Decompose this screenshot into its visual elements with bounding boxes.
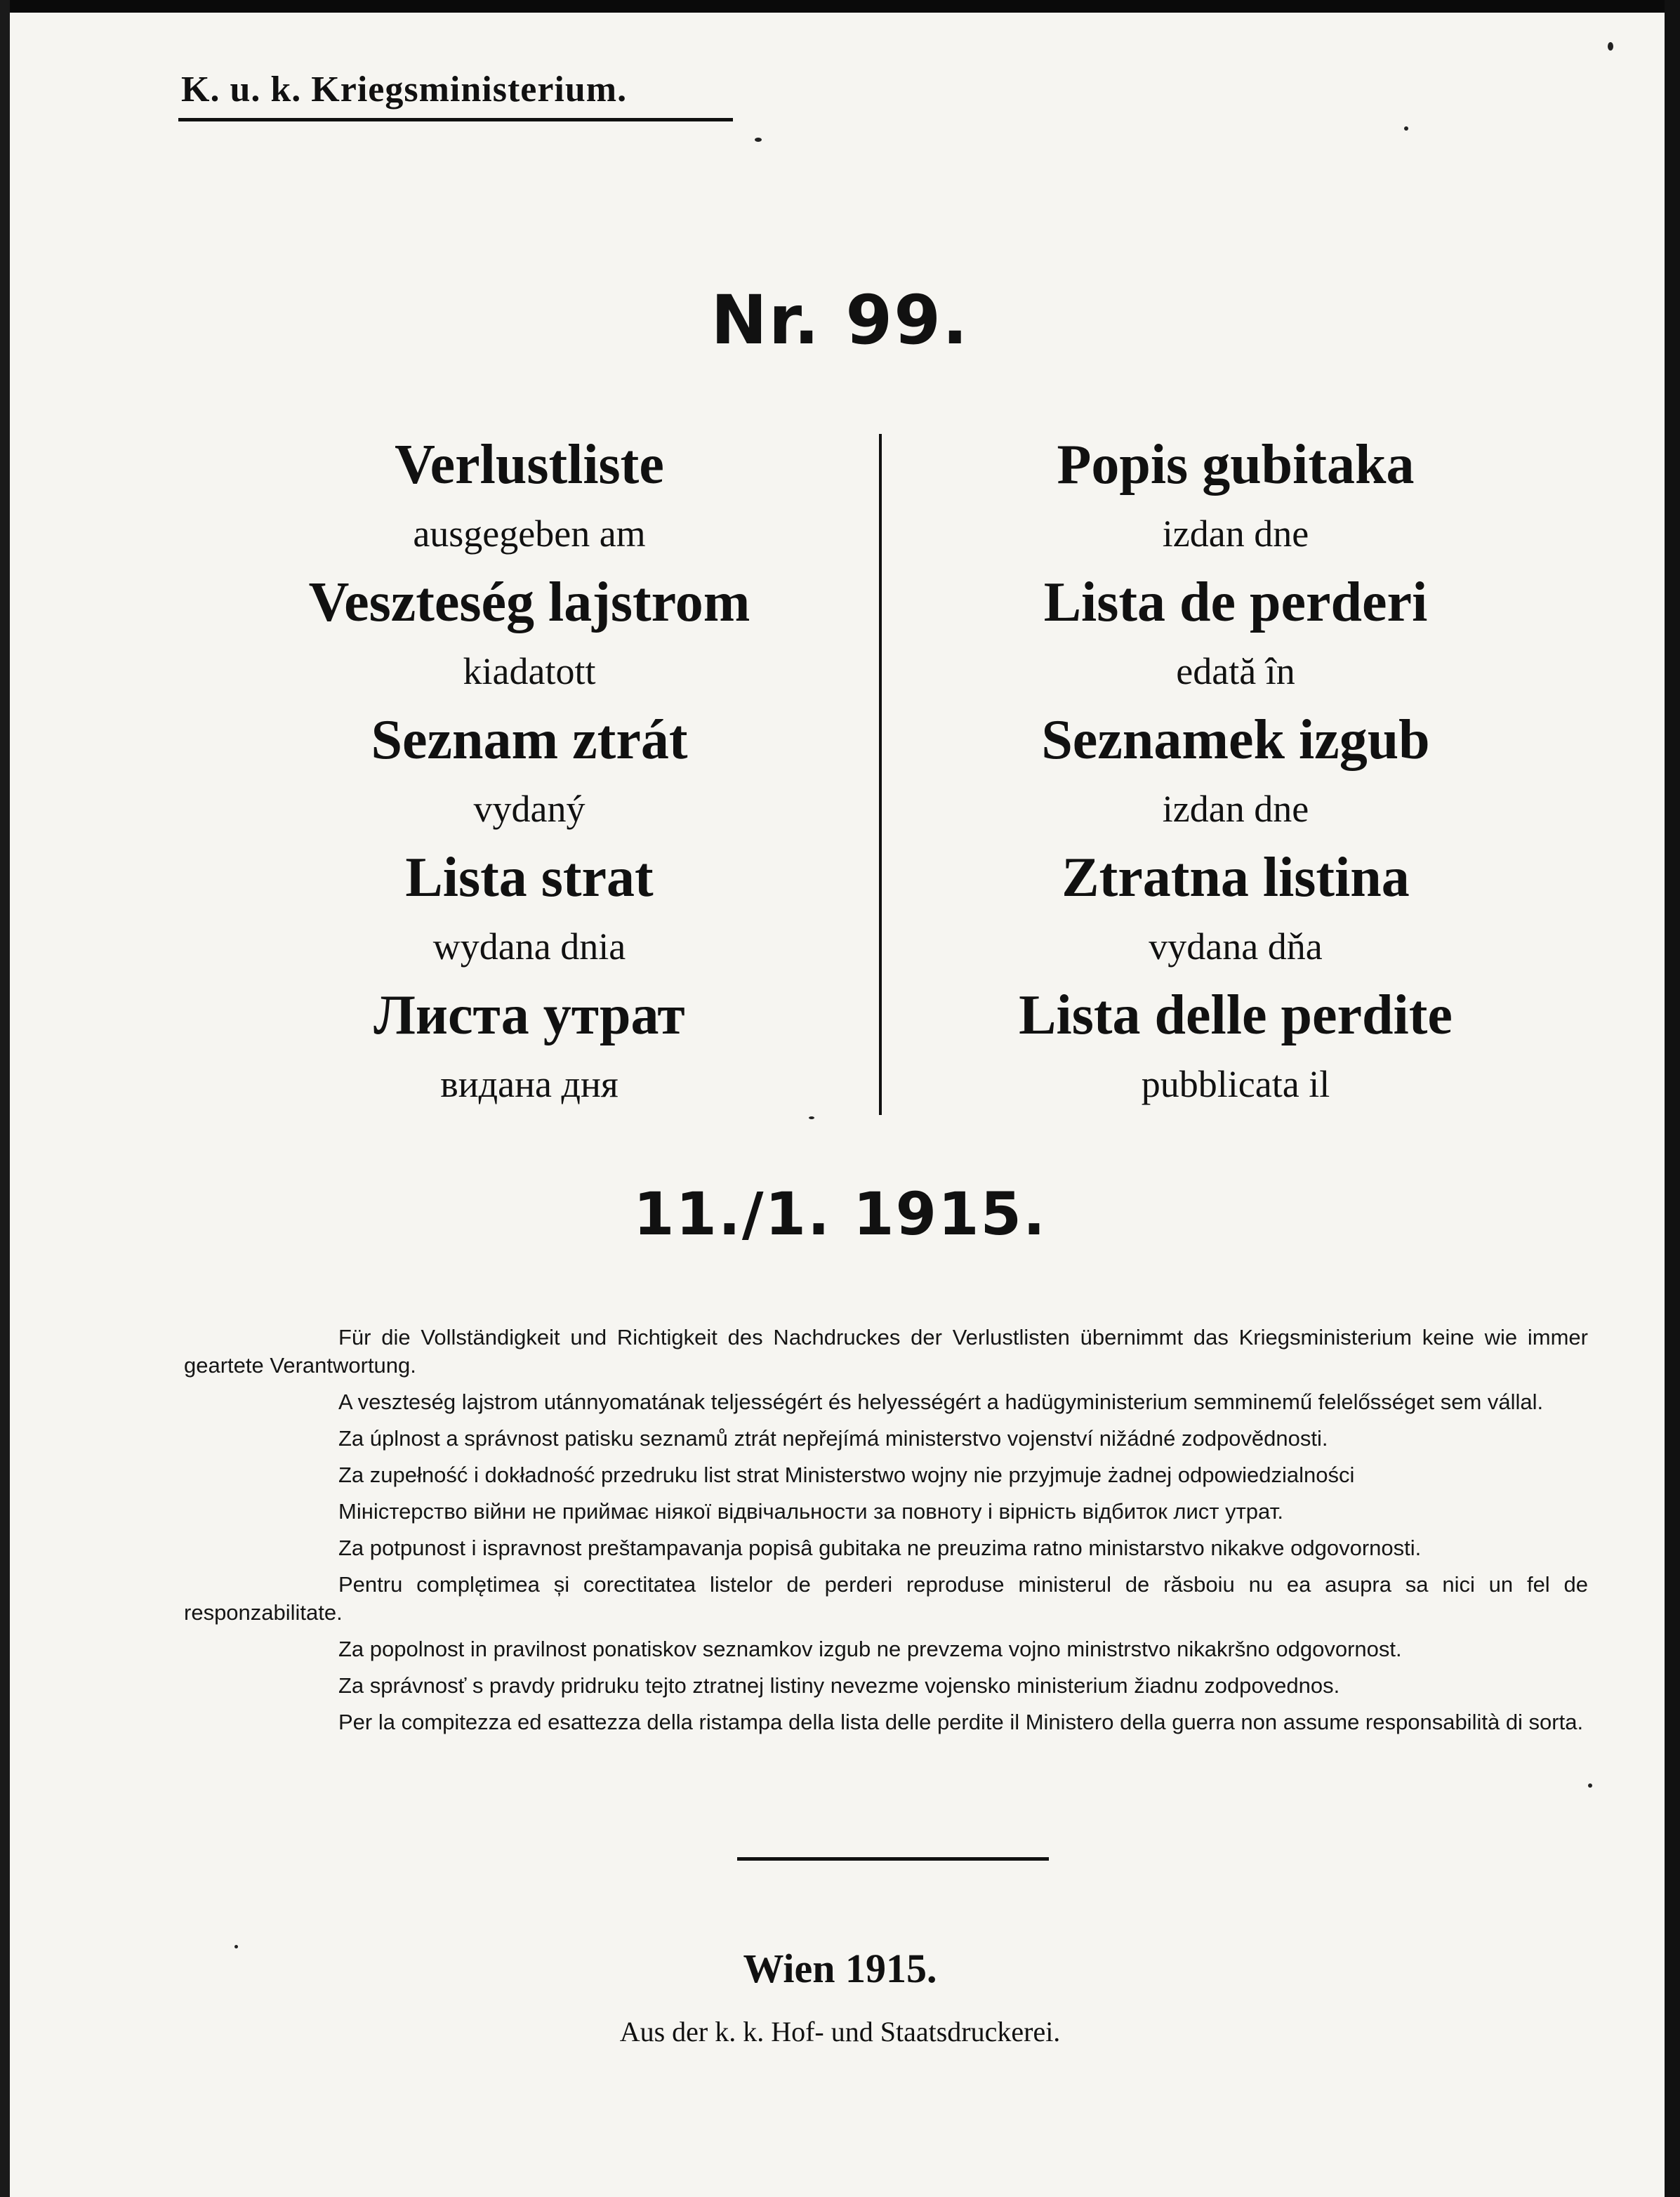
disclaimer-german: Für die Vollständigkeit und Richtigkeit des Nachdruckes der Verlustlisten übernimmt das Kriegsministerium keine wie immer geartete Verantwortung. bbox=[184, 1325, 1588, 1378]
ink-speck bbox=[1404, 126, 1408, 131]
right-language-column bbox=[885, 428, 1587, 1116]
ink-speck bbox=[755, 138, 762, 142]
disclaimer-czech: Za úplnost a správnost patisku seznamů ztrát nepřejímá ministerstvo vojenství nižádné zodpovědnosti. bbox=[338, 1426, 1328, 1451]
list-number: Nr. 99. bbox=[710, 281, 970, 359]
scan-top-edge bbox=[0, 0, 1680, 13]
disclaimer-block bbox=[184, 1324, 1588, 1745]
language-subtitle: ausgegeben am bbox=[413, 513, 646, 555]
imprint-printer: Aus der k. k. Hof- und Staatsdruckerei. bbox=[619, 2016, 1061, 2047]
ink-speck bbox=[1588, 1783, 1592, 1788]
language-subtitle: vydana dňa bbox=[1149, 925, 1323, 968]
language-title: Листа утрат bbox=[373, 984, 685, 1046]
imprint-place: Wien 1915. bbox=[743, 1946, 937, 1991]
language-title: Ztratna listina bbox=[1061, 847, 1410, 909]
language-title: Seznam ztrát bbox=[371, 709, 688, 771]
language-title: Popis gubitaka bbox=[1057, 434, 1415, 496]
language-title: Verlustliste bbox=[395, 434, 664, 496]
column-divider bbox=[879, 434, 882, 1115]
language-subtitle: kiadatott bbox=[463, 650, 596, 692]
disclaimer-croatian: Za potpunost i ispravnost preštampavanja popisâ gubitaka ne preuzima ratno ministarstvo nikakve odgovornosti. bbox=[338, 1536, 1422, 1560]
disclaimer-italian: Per la compitezza ed esattezza della ristampa della lista delle perdite il Ministero della guerra non assume responsabilità di sorta. bbox=[338, 1710, 1584, 1734]
section-divider bbox=[737, 1857, 1049, 1861]
language-subtitle: видана дня bbox=[440, 1063, 619, 1105]
language-subtitle: izdan dne bbox=[1162, 513, 1309, 555]
language-subtitle: vydaný bbox=[473, 788, 586, 830]
disclaimer-polish: Za zupełność i dokładność przedruku list strat Ministerstwo wojny nie przyjmuje żadnej odpowiedzialności bbox=[338, 1463, 1355, 1487]
left-language-column bbox=[178, 428, 880, 1116]
ministry-underline bbox=[178, 118, 733, 121]
ministry-heading: K. u. k. Kriegsministerium. bbox=[181, 70, 628, 110]
disclaimer-romanian: Pentru complętimea și corectitatea listelor de perderi reproduse ministerul de răsboiu nu ea asupra sa nici un fel de responzabilitate. bbox=[184, 1572, 1588, 1625]
language-title: Lista strat bbox=[405, 847, 654, 909]
issue-date: 11./1. 1915. bbox=[633, 1180, 1047, 1248]
language-title: Veszteség lajstrom bbox=[308, 572, 750, 633]
language-title: Seznamek izgub bbox=[1041, 709, 1430, 771]
ink-speck bbox=[1608, 42, 1613, 51]
language-title: Lista delle perdite bbox=[1019, 984, 1453, 1046]
language-subtitle: edată în bbox=[1176, 650, 1295, 692]
disclaimer-slovak: Za správnosť s pravdy pridruku tejto ztratnej listiny nevezme vojensko ministerium žiadnu zodpovednos. bbox=[338, 1673, 1340, 1698]
language-subtitle: pubblicata il bbox=[1141, 1063, 1330, 1105]
disclaimer-slovenian: Za popolnost in pravilnost ponatiskov seznamkov izgub ne prevzema vojno ministrstvo nikakršno odgovornost. bbox=[338, 1637, 1402, 1661]
disclaimer-ukrainian: Міністерство війни не приймає ніякої відвічальности за повноту і вірність відбиток лист утрат. bbox=[338, 1499, 1283, 1524]
language-subtitle: wydana dnia bbox=[432, 925, 626, 968]
language-subtitle: izdan dne bbox=[1162, 788, 1309, 830]
ink-speck bbox=[809, 1116, 814, 1119]
ink-speck bbox=[234, 1945, 238, 1948]
disclaimer-hungarian: A veszteség lajstrom utánnyomatának teljességért és helyességért a hadügyministerium semminemű felelősséget sem vállal. bbox=[338, 1390, 1544, 1414]
language-title: Lista de perderi bbox=[1043, 572, 1428, 633]
